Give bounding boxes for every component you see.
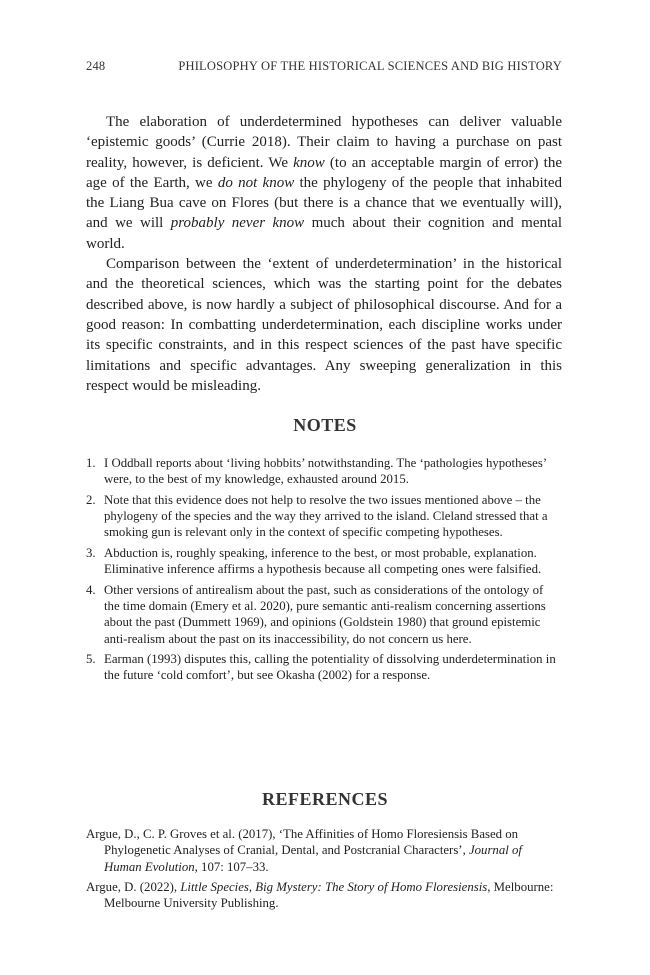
emphasis: know bbox=[293, 154, 325, 171]
page-number: 248 bbox=[86, 59, 106, 73]
note-item bbox=[86, 455, 562, 488]
reference-text: , 107: 107–33. bbox=[194, 859, 269, 874]
reference-text: Argue, D. (2022), bbox=[86, 879, 181, 894]
note-item bbox=[86, 582, 562, 647]
note-number: 2. bbox=[86, 492, 96, 507]
note-number: 3. bbox=[86, 545, 96, 560]
note-number: 5. bbox=[86, 652, 96, 667]
emphasis: do not know bbox=[217, 174, 295, 191]
note-text: I Oddball reports about ‘living hobbits’ notwithstanding. The ‘pathologies hypotheses’ were, to the best of my knowledge, exhausted around 2015. bbox=[104, 456, 547, 487]
reference-entry bbox=[86, 879, 562, 912]
notes-heading: NOTES bbox=[293, 415, 357, 435]
notes-list bbox=[86, 455, 562, 688]
note-item bbox=[86, 492, 562, 541]
reference-text: Argue, D., C. P. Groves et al. (2017), ‘The Affinities of Homo Floresiensis Based on Phylogenetic Analyses of Cranial, Dental, and Postcranial Characters’, bbox=[86, 827, 519, 858]
note-number: 4. bbox=[86, 582, 96, 597]
text-run: (to an acceptable margin of error) the age of the Earth, we bbox=[86, 154, 563, 191]
reference-journal: Journal of Human Evolution bbox=[104, 843, 522, 874]
body-paragraph: Comparison between the ‘extent of underdetermination’ in the historical and the theoretical sciences, which was the starting point for the debates described above, is now hardly a subject of philosophical discourse. And for a good reason: In combatting underdetermination, each discipline works under its specific constraints, and in this respect sciences of the past have specific limitations and specific advantages. Any sweeping generalization in this respect would be misleading. bbox=[86, 256, 562, 394]
note-number: 1. bbox=[86, 456, 96, 470]
text-run: The elaboration of underdetermined hypotheses can deliver valuable ‘epistemic goods’ (Currie 2018). Their claim to having a purchase on past reality, however, is deficient. We bbox=[86, 114, 562, 171]
note-item bbox=[86, 545, 562, 578]
body-paragraph bbox=[86, 112, 562, 254]
note-text: Abduction is, roughly speaking, inference to the best, or most probable, explanation. Eliminative inference affirms a hypothesis because all competing ones were falsified. bbox=[104, 545, 542, 577]
text-run: the phylogeny of the people that inhabited the Liang Bua cave on Flores (but there is a chance that we eventually will), and we will bbox=[86, 174, 562, 232]
note-text: Note that this evidence does not help to resolve the two issues mentioned above – the phylogeny of the species and the way they arrived to the island. Cleland stressed that a smoking gun is relevant only in the context of specific competing hypotheses. bbox=[104, 492, 548, 540]
note-item bbox=[86, 651, 562, 684]
emphasis: probably never know bbox=[170, 215, 305, 232]
references-list bbox=[86, 826, 562, 915]
note-text: Earman (1993) disputes this, calling the potentiality of dissolving underdetermination in the future ‘cold comfort’, but see Okasha (2002) for a response. bbox=[104, 652, 556, 683]
note-text: Other versions of antirealism about the past, such as considerations of the ontology of the time domain (Emery et al. 2020), pure semantic anti-realism concerning assertions about the past (Dummett 1969), and opinions (Goldstein 1980) that ground epistemic anti-realism about the past on its inaccessibility, do not concern us here. bbox=[104, 582, 546, 646]
text-run: much about their cognition and mental world. bbox=[86, 215, 562, 252]
running-title: PHILOSOPHY OF THE HISTORICAL SCIENCES AND BIG HISTORY bbox=[178, 59, 562, 73]
reference-text: , Melbourne: Melbourne University Publishing. bbox=[104, 879, 554, 911]
reference-entry bbox=[86, 826, 562, 875]
references-heading: REFERENCES bbox=[261, 789, 389, 809]
reference-book-title: Little Species, Big Mystery: The Story of Homo Floresiensis bbox=[180, 879, 488, 894]
body-text bbox=[86, 112, 562, 396]
